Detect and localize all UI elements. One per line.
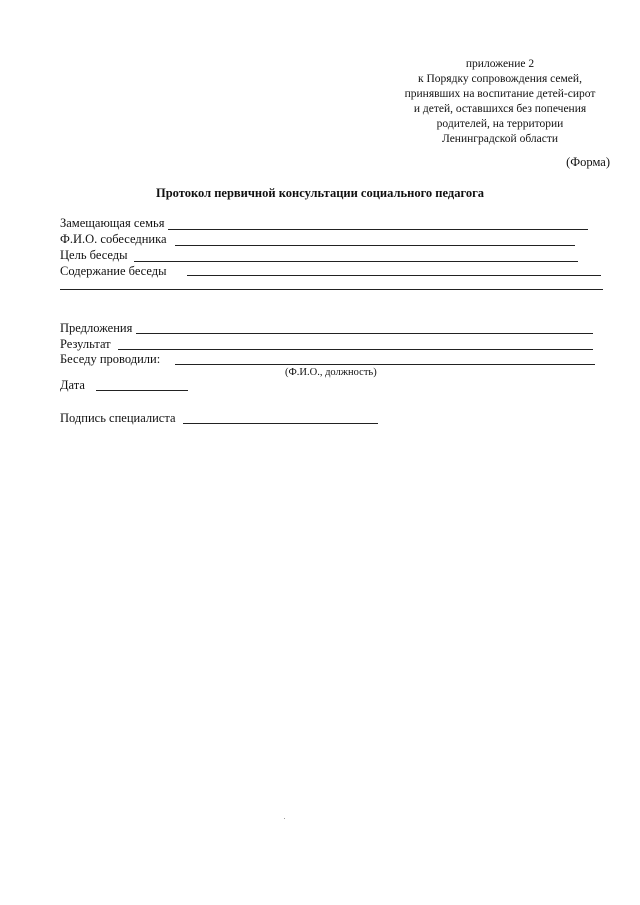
proposals-label: Предложения <box>60 321 133 335</box>
appendix-line: приложение 2 <box>465 58 535 70</box>
family-label: Замещающая семья <box>60 216 165 230</box>
conducted-hint: (Ф.И.О., должность) <box>285 367 377 378</box>
form-mark: (Форма) <box>566 155 610 169</box>
appendix-line: Ленинградской области <box>441 133 559 145</box>
scan-speck <box>284 818 285 819</box>
result-label: Результат <box>60 337 111 351</box>
conducted-input-line[interactable] <box>175 364 595 365</box>
document-title: Протокол первичной консультации социального педагога <box>155 186 485 200</box>
conducted-label: Беседу проводили: <box>60 352 161 366</box>
proposals-input-line[interactable] <box>136 333 593 334</box>
date-label: Дата <box>60 378 85 392</box>
result-input-line[interactable] <box>118 349 593 350</box>
interlocutor-label: Ф.И.О. собеседника <box>60 232 167 246</box>
date-input-line[interactable] <box>96 390 188 391</box>
content-label: Содержание беседы <box>60 264 167 278</box>
interlocutor-input-line[interactable] <box>175 245 575 246</box>
signature-label: Подпись специалиста <box>60 411 176 425</box>
appendix-line: родителей, на территории <box>436 118 564 130</box>
goal-input-line[interactable] <box>134 261 578 262</box>
appendix-line: и детей, оставшихся без попечения <box>413 103 587 115</box>
appendix-block <box>380 57 620 147</box>
content-input-line[interactable] <box>187 275 601 276</box>
family-input-line[interactable] <box>168 229 588 230</box>
goal-label: Цель беседы <box>60 248 128 262</box>
appendix-line: принявших на воспитание детей-сирот <box>404 88 596 100</box>
signature-input-line[interactable] <box>183 423 378 424</box>
content-input-line-2[interactable] <box>60 289 603 290</box>
appendix-line: к Порядку сопровождения семей, <box>418 73 582 85</box>
